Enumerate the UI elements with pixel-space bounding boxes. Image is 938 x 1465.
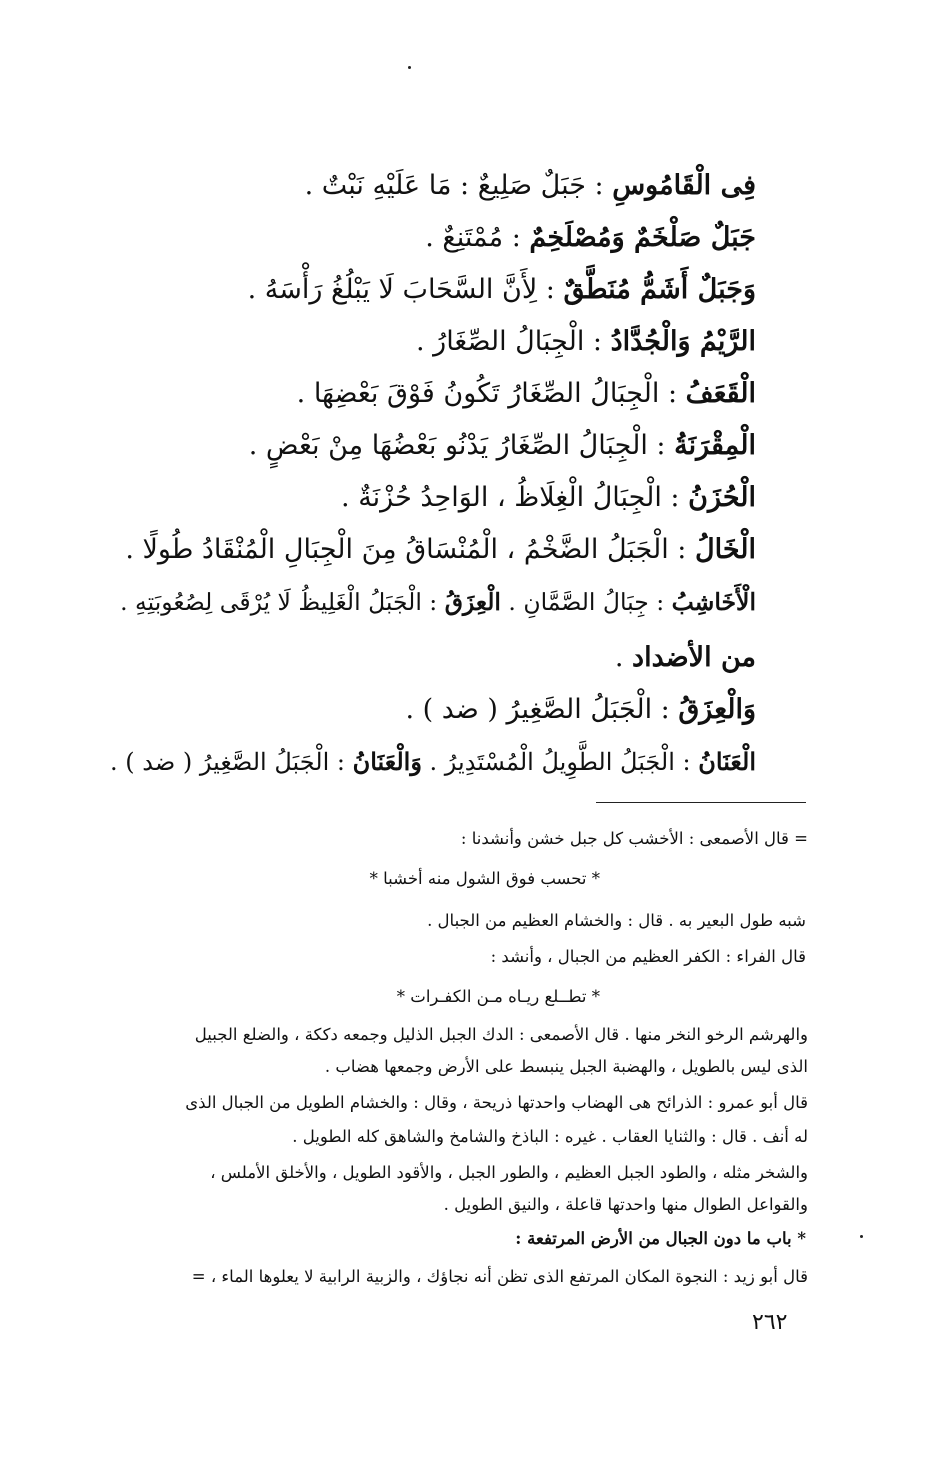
- main-line: [425, 218, 756, 258]
- entry-definition: : الْجَبَلُ الضَّخْمُ ، الْمُنْسَاقُ مِنَ الْجِبَالِ الْمُنْقَادُ طُولًا .: [125, 534, 695, 565]
- footnote-line: الذى ليس بالطويل ، والهضبة الجبل ينبسط على الأرض وجمعها هضاب .: [324, 1057, 808, 1076]
- entry-definition: : مُمْتَنِعٌ .: [425, 222, 530, 253]
- ink-speck: [408, 66, 411, 69]
- footnote-line: له أنف . قال : والثنايا العقاب . غيره : الباذخ والشامخ والشاهق كله الطويل .: [292, 1127, 808, 1146]
- main-line: [615, 638, 756, 678]
- main-line: [297, 374, 756, 414]
- entry-definition: : الْجِبَالُ الصِّغَارُ يَدْنُو بَعْضُهَا مِنْ بَعْضٍ .: [248, 430, 675, 461]
- entry-term: الْعِزَقُ: [444, 588, 501, 616]
- entry-term: وَجَبَلٌ أَشَمُّ مُنَطَّقٌ: [563, 274, 756, 305]
- main-line: [248, 270, 756, 310]
- entry-term: الْمِقْرَنَةُ: [674, 430, 756, 461]
- footnote-verse: * تحسب فوق الشول منه أخشبا *: [369, 869, 600, 888]
- entry-term: الْقَعَفُ: [685, 378, 756, 409]
- footnote-separator: [596, 802, 806, 803]
- entry-definition: : جِبَالُ الصَّمَّانِ .: [500, 588, 672, 616]
- entry-term: الْأَخَاشِبُ: [671, 588, 756, 616]
- ink-speck: [860, 1235, 863, 1238]
- entry-definition: : الْجِبَالُ الصِّغَارُ .: [416, 326, 611, 357]
- footnote-line: قال الفراء : الكفر العظيم من الجبال ، وأنشد :: [490, 947, 806, 966]
- footnote-heading: [515, 1226, 806, 1252]
- entry-definition: .: [614, 642, 633, 673]
- main-line: [110, 742, 756, 782]
- footnote-line: قال أبو عمرو : الذرائح هى الهضاب واحدتها ذريحة ، وقال : والخشام الطويل من الجبال الذى: [185, 1093, 808, 1112]
- section-heading: من الأضداد: [632, 642, 756, 673]
- footnote-line: = قال الأصمعى : الأخشب كل جبل خشن وأنشدنا :: [460, 829, 808, 848]
- entry-term: جَبَلٌ صَلْخَمٌ وَمُصْلَخِمٌ: [529, 222, 756, 253]
- entry-definition: : الْجَبَلُ الطَّوِيلُ الْمُسْتَدِيرُ .: [421, 748, 699, 776]
- main-line: [405, 690, 756, 730]
- entry-definition: : لِأَنَّ السَّحَابَ لَا يَبْلُغُ رَأْسَهُ .: [247, 274, 564, 305]
- entry-definition: : جَبَلٌ صَلِيعٌ : مَا عَلَيْهِ نَبْتٌ .: [304, 170, 613, 201]
- footnote-verse: * تطــلع ريـاه مـن الكفـرات *: [396, 987, 600, 1006]
- entry-term: فِى الْقَامُوسِ: [612, 170, 756, 201]
- entry-definition: : الْجَبَلُ الصَّغِيرُ ( ضد ) .: [405, 694, 679, 725]
- main-line: [249, 426, 756, 466]
- entry-term: الْخَالُ: [694, 534, 756, 565]
- footnote-line: والقواعل الطوال منها واحدتها قاعلة ، والنيق الطويل .: [443, 1195, 808, 1214]
- entry-definition: : الْجَبَلُ الْغَلِيظُ لَا يُرْقَى لِصُعُوبَتِهِ .: [120, 588, 445, 616]
- main-line: [120, 582, 756, 622]
- entry-term: الرَّيْمُ وَالْجُدَّادُ: [610, 326, 756, 357]
- entry-term: الْعَنَانُ: [698, 747, 756, 776]
- footnote-line: والهرشم الرخو النخر منها . قال الأصمعى : الدك الجبل الذليل وجمعه دككة ، والضلع الجبيل: [194, 1025, 808, 1044]
- main-line: [416, 322, 756, 362]
- entry-definition: : الْجِبَالُ الْغِلَاظُ ، الوَاحِدُ حُزْنَةٌ .: [341, 482, 689, 513]
- entry-definition: : الْجَبَلُ الصَّغِيرُ ( ضد ) .: [110, 748, 353, 776]
- page-number: ٢٦٢: [752, 1310, 788, 1335]
- entry-term: الْحُزَنُ: [688, 482, 756, 513]
- main-line: [125, 530, 756, 570]
- footnote-line: والشخر مثله ، والطود الجبل العظيم ، والطور الجبل ، والأقود الطويل ، والأخلق الأملس ،: [210, 1163, 808, 1182]
- main-line: [305, 166, 756, 206]
- entry-definition: : الْجِبَالُ الصِّغَارُ تَكُونُ فَوْقَ بَعْضِهَا .: [296, 378, 686, 409]
- footnote-line: شبه طول البعير به . قال : والخشام العظيم من الجبال .: [427, 911, 806, 930]
- chapter-heading: * باب ما دون الجبال من الأرض المرتفعة :: [515, 1229, 806, 1248]
- entry-term: وَالْعِزَقُ: [678, 694, 756, 725]
- footnote-line: قال أبو زيد : النجوة المكان المرتفع الذى تظن أنه نجاؤك ، والزبية الرابية لا يعلوها الماء ، =: [191, 1267, 808, 1286]
- main-line: [341, 478, 756, 518]
- entry-term: وَالْعَنَانُ: [352, 747, 422, 776]
